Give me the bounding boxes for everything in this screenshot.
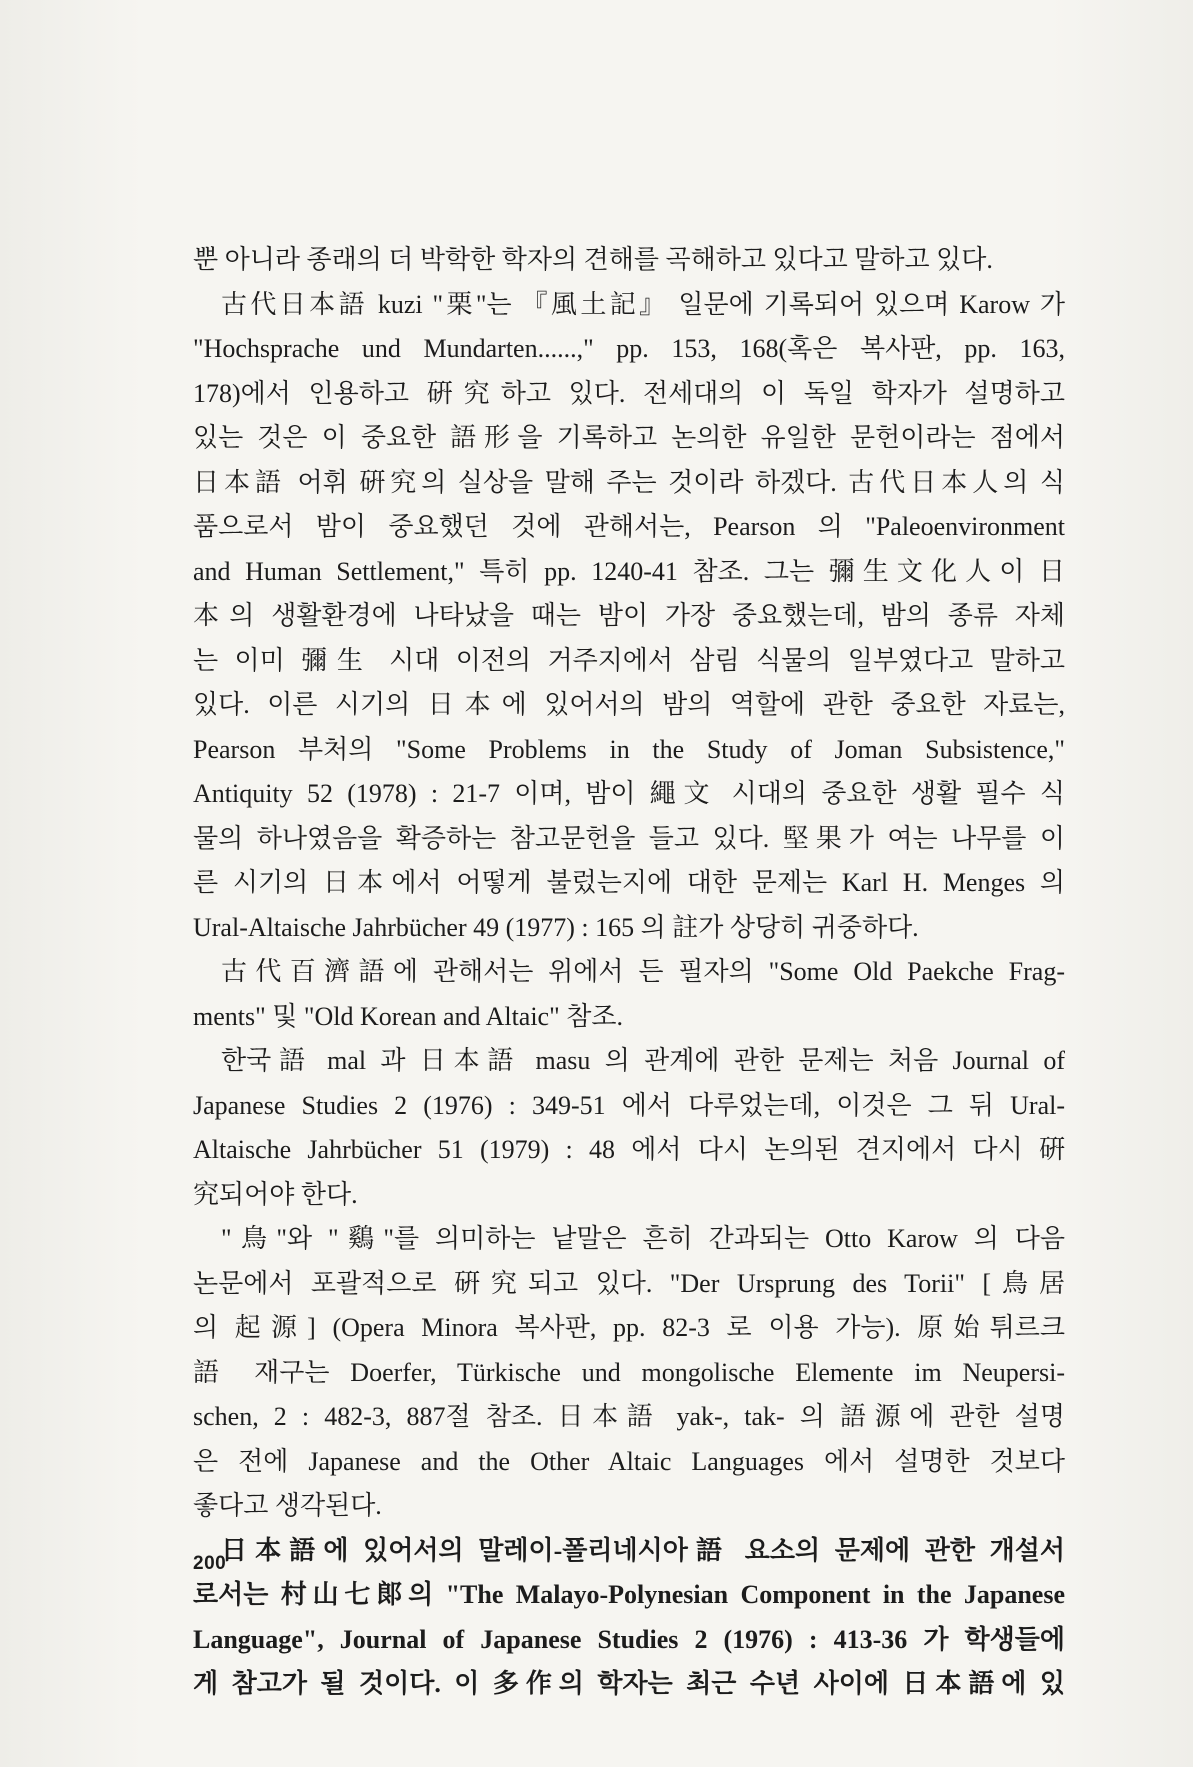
body-text bbox=[193, 238, 1065, 1707]
text-line: 물의 하나였음을 확증하는 참고문헌을 들고 있다. 堅果가 여는 나무를 이 bbox=[193, 823, 1065, 853]
text-line: Pearson 부처의 "Some Problems in the Study of Joman Subsistence," bbox=[193, 734, 1065, 764]
text-line: 게 참고가 될 것이다. 이 多作의 학자는 최근 수년 사이에 日本語에 있 bbox=[193, 1669, 1065, 1698]
text-line: 古代百濟語에 관해서는 위에서 든 필자의 "Some Old Paekche Frag- bbox=[221, 957, 1065, 986]
text-line: 한국語 mal 과 日本語 masu 의 관계에 관한 문제는 처음 Journal of bbox=[221, 1046, 1065, 1075]
page-number: 200 bbox=[193, 1553, 227, 1574]
text-line: "Hochsprache und Mundarten......," pp. 153, 168(혹은 복사판, pp. 163, bbox=[193, 334, 1065, 363]
text-line: Antiquity 52 (1978) : 21-7 이며, 밤이 繩文 시대의 중요한 생활 필수 식 bbox=[193, 779, 1065, 808]
text-line: 품으로서 밤이 중요했던 것에 관해서는, Pearson 의 "Paleoenvironment bbox=[193, 512, 1065, 541]
text-line: 는 이미 彌生 시대 이전의 거주지에서 삼림 식물의 일부였다고 말하고 bbox=[193, 645, 1065, 675]
text-line: 있는 것은 이 중요한 語形을 기록하고 논의한 유일한 문헌이라는 점에서 bbox=[193, 423, 1065, 452]
text-line: 좋다고 생각된다. bbox=[193, 1491, 382, 1520]
text-line: 뿐 아니라 종래의 더 박학한 학자의 견해를 곡해하고 있다고 말하고 있다. bbox=[193, 245, 993, 274]
text-line: 究되어야 한다. bbox=[193, 1179, 358, 1209]
text-line: ments" 및 "Old Korean and Altaic" 참조. bbox=[193, 1001, 623, 1031]
text-line: 古代日本語 kuzi "栗"는 『風土記』 일문에 기록되어 있으며 Karow 가 bbox=[221, 289, 1065, 319]
text-line: Ural-Altaische Jahrbücher 49 (1977) : 165 의 註가 상당히 귀중하다. bbox=[193, 912, 919, 942]
text-line: and Human Settlement," 특히 pp. 1240-41 참조. 그는 彌生文化人이 日 bbox=[193, 556, 1065, 586]
text-line: 178)에서 인용하고 硏究하고 있다. 전세대의 이 독일 학자가 설명하고 bbox=[193, 378, 1065, 408]
text-line: 日本語에 있어서의 말레이-폴리네시아語 요소의 문제에 관한 개설서 bbox=[221, 1535, 1065, 1565]
text-line: 本의 생활환경에 나타났을 때는 밤이 가장 중요했는데, 밤의 종류 자체 bbox=[193, 601, 1065, 630]
text-line: schen, 2 : 482-3, 887절 참조. 日本語 yak-, tak- 의 語源에 관한 설명 bbox=[193, 1402, 1065, 1431]
text-line: 논문에서 포괄적으로 硏究되고 있다. "Der Ursprung des Torii" [鳥居 bbox=[193, 1268, 1065, 1298]
text-line: 語 재구는 Doerfer, Türkische und mongolische Elemente im Neupersi- bbox=[193, 1357, 1065, 1387]
text-line: 른 시기의 日本에서 어떻게 불렀는지에 대한 문제는 Karl H. Menges 의 bbox=[193, 868, 1065, 897]
text-line: 로서는 村山七郞의 "The Malayo-Polynesian Component in the Japanese bbox=[193, 1580, 1065, 1609]
text-line: Altaische Jahrbücher 51 (1979) : 48 에서 다시 논의된 견지에서 다시 硏 bbox=[193, 1135, 1065, 1164]
text-line: Language", Journal of Japanese Studies 2 (1976) : 413-36 가 학생들에 bbox=[193, 1624, 1065, 1654]
text-line: 日本語 어휘 硏究의 실상을 말해 주는 것이라 하겠다. 古代日本人의 식 bbox=[193, 467, 1065, 497]
text-line: 은 전에 Japanese and the Other Altaic Languages 에서 설명한 것보다 bbox=[193, 1446, 1065, 1476]
text-line: Japanese Studies 2 (1976) : 349-51 에서 다루었는데, 이것은 그 뒤 Ural- bbox=[193, 1090, 1065, 1120]
text-line: 의 起源] (Opera Minora 복사판, pp. 82-3 로 이용 가능). 原始튀르크 bbox=[193, 1313, 1065, 1342]
text-line: "鳥"와 "鷄"를 의미하는 낱말은 흔히 간과되는 Otto Karow 의 다음 bbox=[221, 1224, 1065, 1253]
text-line: 있다. 이른 시기의 日本에 있어서의 밤의 역할에 관한 중요한 자료는, bbox=[193, 690, 1065, 719]
